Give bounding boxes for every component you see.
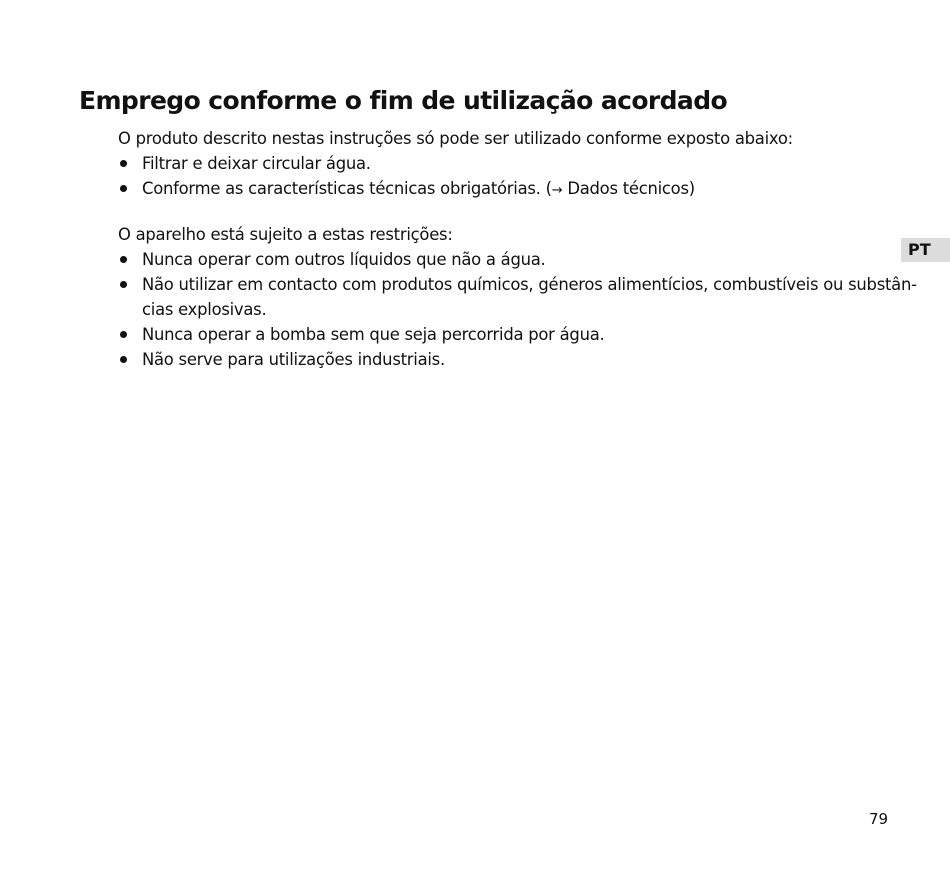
list-item-text: Conforme as características técnicas obrigatórias. ( xyxy=(142,179,552,198)
bullet-icon xyxy=(120,160,127,167)
intended-use-list xyxy=(118,151,878,203)
bullet-icon xyxy=(120,356,127,363)
language-tab-label: PT xyxy=(908,240,931,259)
list-item xyxy=(118,322,878,347)
bullet-icon xyxy=(120,331,127,338)
page-number: 79 xyxy=(869,810,889,828)
list-item xyxy=(118,176,878,203)
list-item-text: Não serve para utilizações industriais. xyxy=(142,350,445,369)
list-item-text: Nunca operar com outros líquidos que não a água. xyxy=(142,250,546,269)
list-item xyxy=(118,247,878,272)
bullet-icon xyxy=(120,281,127,288)
list-item-text: Filtrar e deixar circular água. xyxy=(142,154,371,173)
content-body xyxy=(118,126,917,372)
list-item-text: Não utilizar em contacto com produtos químicos, géneros alimentícios, combustíveis ou substân- xyxy=(142,275,917,294)
bullet-icon xyxy=(120,256,127,263)
list-item-text: Nunca operar a bomba sem que seja percorrida por água. xyxy=(142,325,605,344)
cross-reference-link: Dados técnicos) xyxy=(562,179,695,198)
restrictions-list xyxy=(118,247,917,372)
bullet-icon xyxy=(120,185,127,192)
list-item xyxy=(118,272,917,322)
intro-text: O produto descrito nestas instruções só pode ser utilizado conforme exposto abaixo: xyxy=(118,129,793,148)
language-tab xyxy=(901,238,950,262)
arrow-right-icon: → xyxy=(551,183,563,198)
restrictions-intro: O aparelho está sujeito a estas restrições: xyxy=(118,225,453,244)
page-title: Emprego conforme o fim de utilização acordado xyxy=(79,86,728,115)
list-item xyxy=(118,347,878,372)
list-item xyxy=(118,151,878,176)
list-item-text-continued: cias explosivas. xyxy=(142,300,267,319)
